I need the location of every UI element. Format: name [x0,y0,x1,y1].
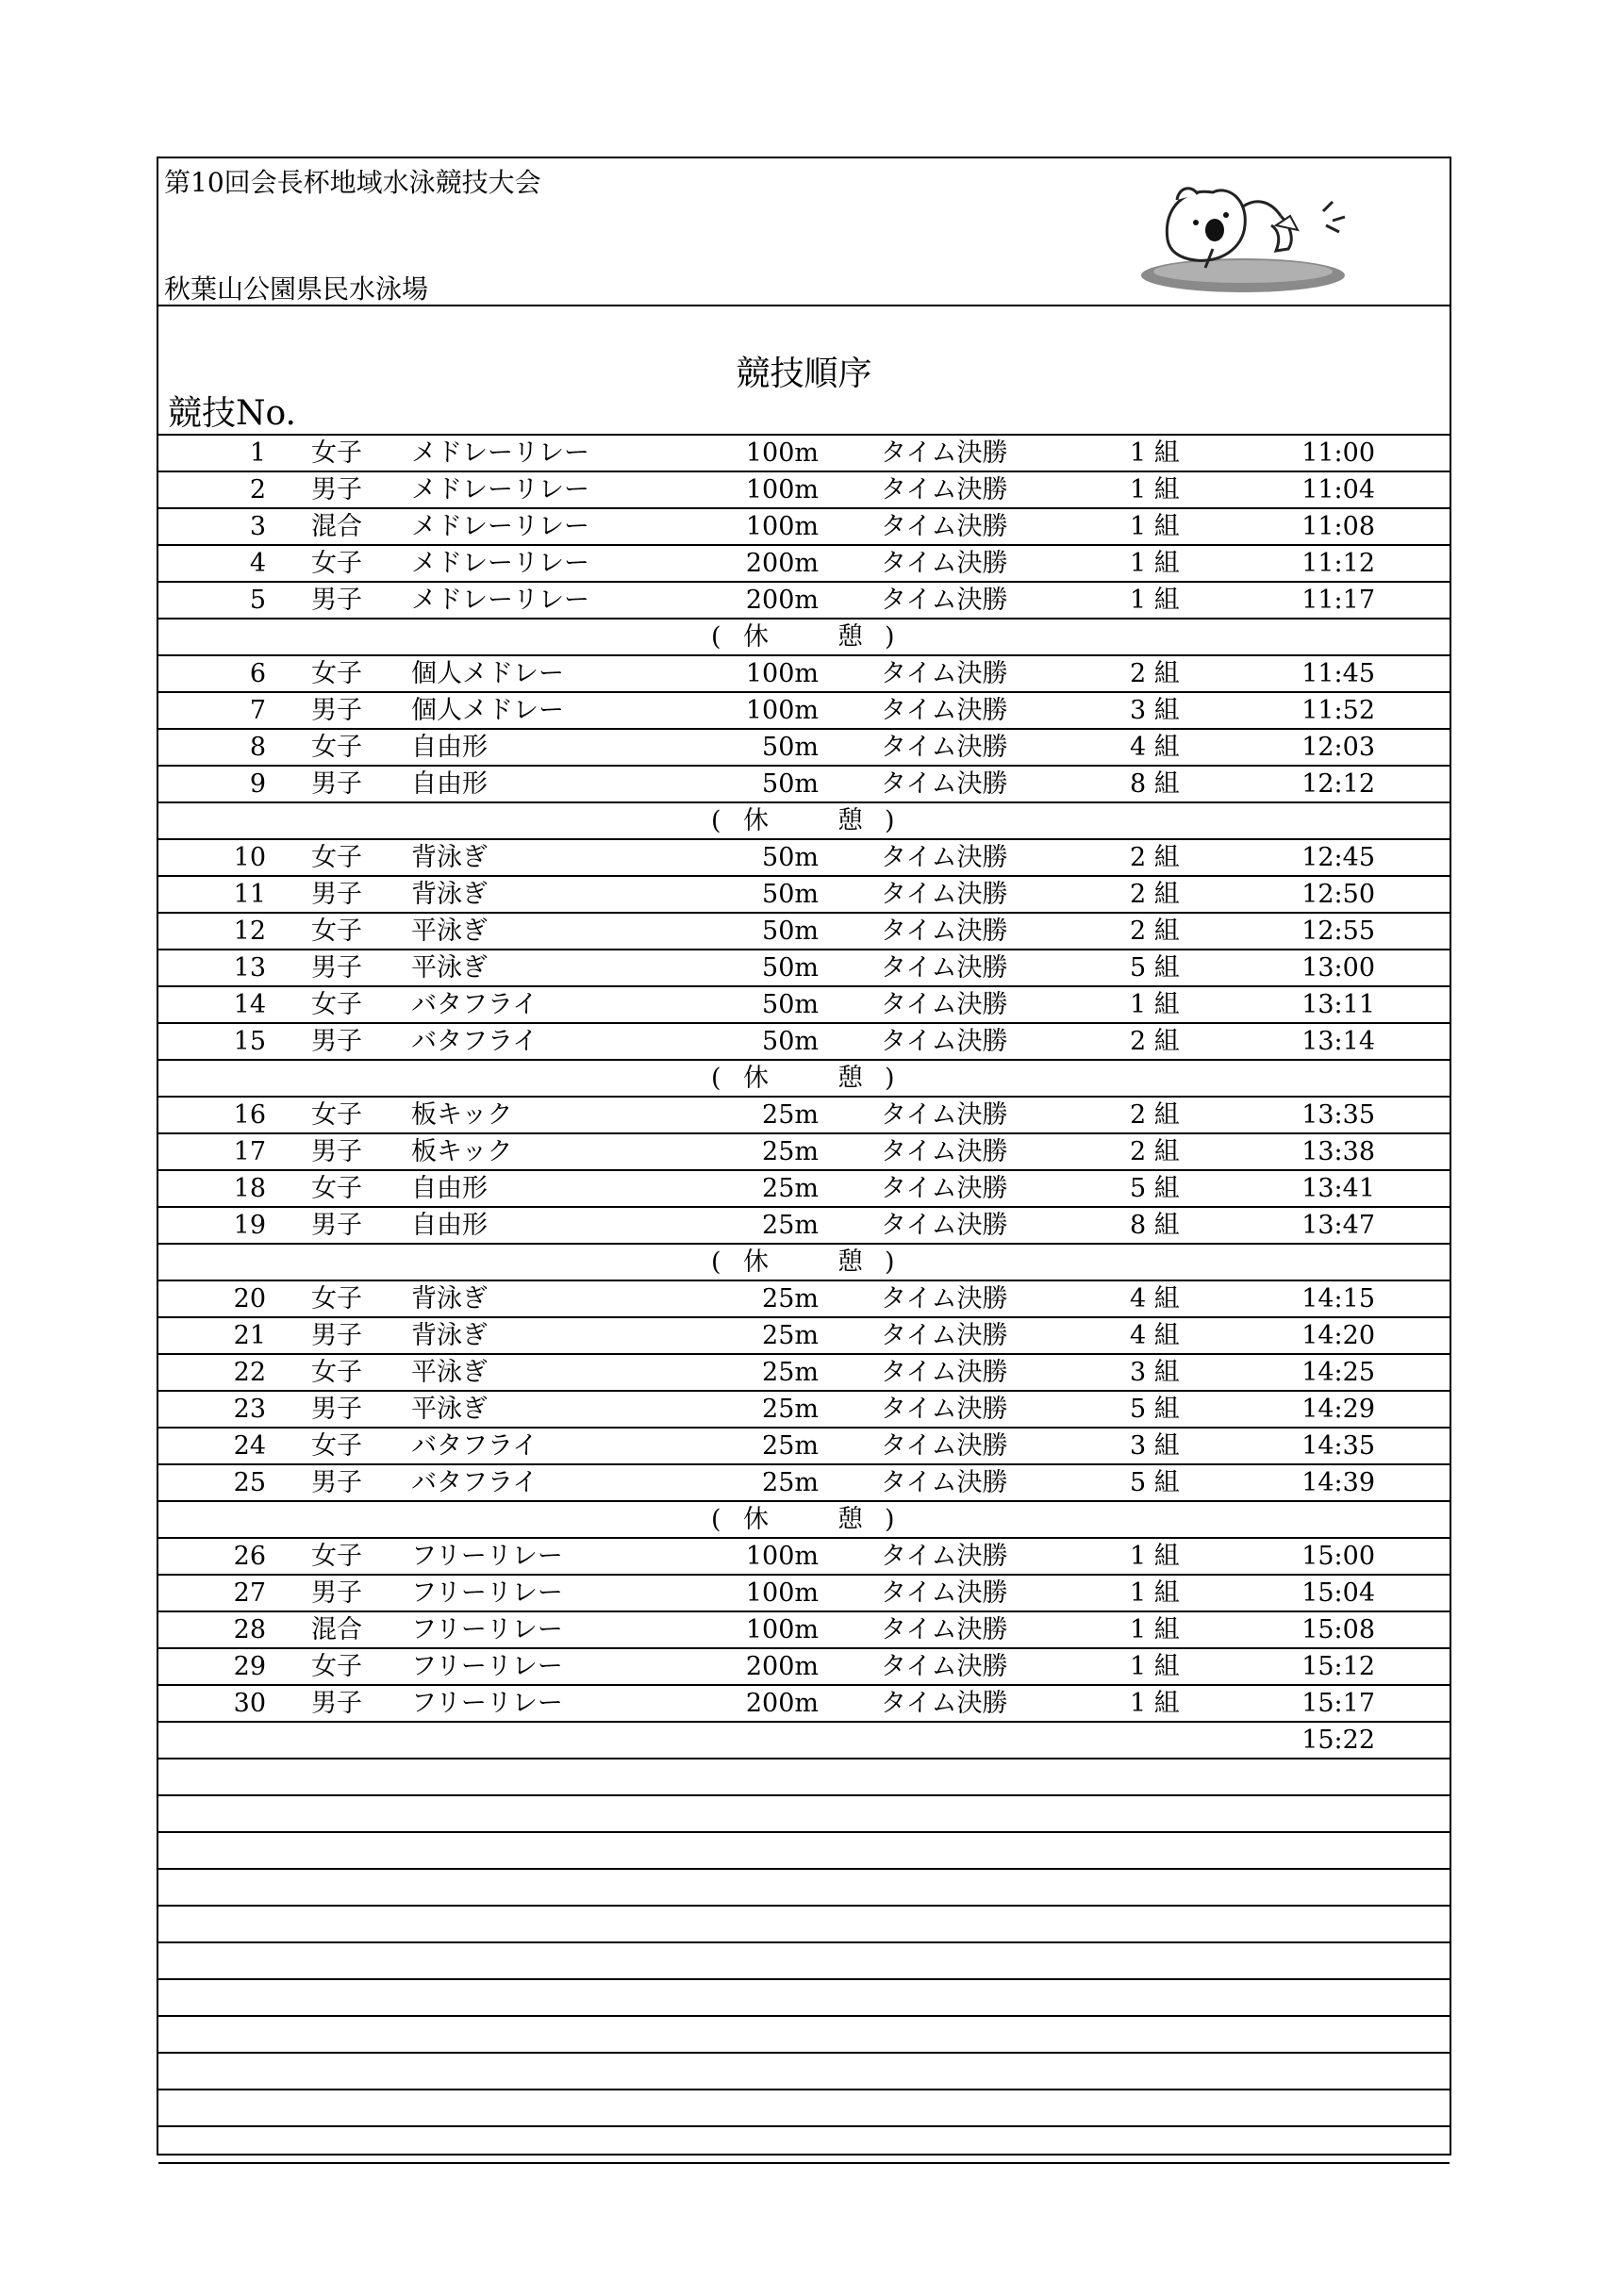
schedule-table [158,434,1450,2164]
event-groups: 2 組 [1130,659,1180,688]
event-number: 6 [249,659,266,688]
end-time-row [158,1723,1450,1759]
event-time: 11:12 [1301,549,1375,578]
event-name: 板キック [411,1100,513,1130]
event-gender: 男子 [311,696,362,725]
event-type: タイム決勝 [881,1174,1008,1203]
table-row [158,1281,1450,1318]
break-row [158,1502,1450,1539]
event-name: 個人メドレー [411,696,564,725]
event-groups: 2 組 [1130,1100,1180,1130]
event-name: メドレーリレー [411,438,589,468]
event-time: 15:17 [1301,1689,1375,1718]
break-label-b: 憩 [837,1247,863,1277]
table-row [158,656,1450,693]
event-time: 15:22 [1301,1726,1375,1755]
event-gender: 男子 [311,1689,362,1718]
event-time: 13:00 [1301,953,1375,983]
swimming-mascot-icon [1139,173,1356,296]
event-gender: 女子 [311,1431,362,1461]
event-gender: 混合 [311,1615,362,1644]
event-number: 27 [233,1578,266,1608]
event-number: 5 [249,586,266,615]
event-gender: 男子 [311,586,362,615]
event-type: タイム決勝 [881,1211,1008,1240]
event-gender: 男子 [311,475,362,504]
event-type: タイム決勝 [881,953,1008,983]
event-number: 9 [249,769,266,799]
event-type: タイム決勝 [881,1284,1008,1313]
event-distance: 100m [745,1615,819,1644]
event-name: 背泳ぎ [411,880,488,909]
empty-row [158,2090,1450,2127]
event-number: 26 [233,1542,266,1571]
event-type: タイム決勝 [881,512,1008,541]
event-gender: 女子 [311,917,362,946]
event-distance: 50m [762,843,819,872]
table-row [158,583,1450,619]
event-distance: 25m [762,1174,819,1203]
event-time: 14:29 [1301,1395,1375,1424]
event-distance: 100m [745,696,819,725]
table-row [158,1098,1450,1134]
event-name: 自由形 [411,769,488,799]
event-name: フリーリレー [411,1542,563,1571]
event-groups: 5 組 [1130,1174,1180,1203]
event-name: メドレーリレー [411,512,589,541]
event-distance: 25m [762,1211,819,1240]
table-row [158,1612,1450,1649]
event-gender: 女子 [311,659,362,688]
event-number: 19 [233,1211,266,1240]
event-time: 11:52 [1301,696,1375,725]
event-time: 15:08 [1301,1615,1375,1644]
event-number: 28 [233,1615,266,1644]
event-type: タイム決勝 [881,1137,1008,1166]
break-row [158,619,1450,656]
event-time: 14:25 [1301,1358,1375,1387]
table-row [158,436,1450,472]
event-number: 21 [233,1321,266,1350]
empty-row [158,2054,1450,2090]
break-label-a: 休 [743,622,769,652]
event-groups: 5 組 [1130,1468,1180,1497]
event-gender: 女子 [311,1174,362,1203]
event-number: 14 [233,990,266,1019]
break-label-a: 休 [743,806,769,835]
event-time: 13:41 [1301,1174,1375,1203]
event-number: 29 [233,1652,266,1681]
event-gender: 混合 [311,512,362,541]
event-number: 30 [233,1689,266,1718]
break-close-paren: ) [885,806,895,835]
event-name: 平泳ぎ [411,1395,488,1424]
table-row [158,950,1450,987]
event-number: 12 [233,917,266,946]
event-groups: 1 組 [1130,512,1180,541]
event-time: 15:12 [1301,1652,1375,1681]
event-time: 14:15 [1301,1284,1375,1313]
break-label-b: 憩 [837,806,863,835]
header-block [158,158,1450,306]
table-row [158,1576,1450,1612]
schedule-sheet [157,157,1451,2156]
table-row [158,987,1450,1024]
event-groups: 5 組 [1130,1395,1180,1424]
event-number: 4 [249,549,266,578]
event-distance: 100m [745,475,819,504]
event-name: 平泳ぎ [411,917,488,946]
event-number: 8 [249,733,266,762]
event-number: 25 [233,1468,266,1497]
event-distance: 25m [762,1358,819,1387]
break-row [158,1245,1450,1281]
event-time: 11:00 [1301,438,1375,468]
event-time: 13:14 [1301,1027,1375,1056]
event-gender: 男子 [311,769,362,799]
event-name: フリーリレー [411,1689,563,1718]
event-groups: 2 組 [1130,917,1180,946]
event-type: タイム決勝 [881,1615,1008,1644]
event-time: 15:04 [1301,1578,1375,1608]
event-name: メドレーリレー [411,586,589,615]
event-number: 24 [233,1431,266,1461]
empty-row [158,1759,1450,1796]
event-distance: 25m [762,1395,819,1424]
break-close-paren: ) [885,622,895,652]
event-gender: 女子 [311,1100,362,1130]
table-row [158,693,1450,730]
event-time: 14:35 [1301,1431,1375,1461]
empty-row [158,1980,1450,2017]
event-type: タイム決勝 [881,880,1008,909]
event-type: タイム決勝 [881,769,1008,799]
event-groups: 3 組 [1130,1358,1180,1387]
event-type: タイム決勝 [881,475,1008,504]
break-open-paren: ( [711,622,721,652]
event-distance: 100m [745,438,819,468]
event-gender: 女子 [311,438,362,468]
event-time: 11:04 [1301,475,1375,504]
event-name: 自由形 [411,1211,488,1240]
event-time: 13:38 [1301,1137,1375,1166]
event-groups: 4 組 [1130,733,1180,762]
event-distance: 25m [762,1431,819,1461]
event-number: 18 [233,1174,266,1203]
event-type: タイム決勝 [881,917,1008,946]
page-title: 競技順序 [736,355,872,393]
event-groups: 1 組 [1130,1542,1180,1571]
break-label-b: 憩 [837,622,863,652]
event-name: 板キック [411,1137,513,1166]
table-row [158,1649,1450,1686]
break-label-a: 休 [743,1247,769,1277]
event-name: 背泳ぎ [411,843,488,872]
event-gender: 男子 [311,1468,362,1497]
event-groups: 4 組 [1130,1321,1180,1350]
event-name: フリーリレー [411,1652,563,1681]
empty-row [158,1943,1450,1980]
event-time: 14:39 [1301,1468,1375,1497]
event-distance: 50m [762,917,819,946]
event-groups: 1 組 [1130,475,1180,504]
table-row [158,509,1450,546]
event-time: 13:47 [1301,1211,1375,1240]
event-type: タイム決勝 [881,1395,1008,1424]
event-groups: 1 組 [1130,549,1180,578]
event-distance: 50m [762,733,819,762]
event-distance: 200m [745,549,819,578]
break-open-paren: ( [711,1064,721,1093]
event-time: 15:00 [1301,1542,1375,1571]
table-row [158,1465,1450,1502]
event-type: タイム決勝 [881,1431,1008,1461]
break-row [158,803,1450,840]
event-number: 3 [249,512,266,541]
event-number: 23 [233,1395,266,1424]
event-number: 2 [249,475,266,504]
event-type: タイム決勝 [881,696,1008,725]
event-number: 20 [233,1284,266,1313]
event-distance: 50m [762,1027,819,1056]
event-gender: 女子 [311,1652,362,1681]
event-number: 10 [233,843,266,872]
event-groups: 1 組 [1130,438,1180,468]
event-distance: 50m [762,769,819,799]
event-time: 12:12 [1301,769,1375,799]
event-type: タイム決勝 [881,1027,1008,1056]
event-distance: 200m [745,1689,819,1718]
event-gender: 女子 [311,843,362,872]
table-row [158,1686,1450,1723]
event-number: 15 [233,1027,266,1056]
event-distance: 100m [745,659,819,688]
event-groups: 4 組 [1130,1284,1180,1313]
event-time: 12:55 [1301,917,1375,946]
break-open-paren: ( [711,806,721,835]
break-label-a: 休 [743,1505,769,1534]
event-groups: 3 組 [1130,1431,1180,1461]
event-gender: 女子 [311,1358,362,1387]
event-type: タイム決勝 [881,1652,1008,1681]
event-distance: 25m [762,1137,819,1166]
event-distance: 25m [762,1284,819,1313]
break-row [158,1061,1450,1098]
event-distance: 50m [762,880,819,909]
event-groups: 3 組 [1130,696,1180,725]
event-gender: 男子 [311,953,362,983]
venue-name: 秋葉山公園県民水泳場 [164,273,429,305]
event-name: バタフライ [411,1027,539,1056]
event-number: 22 [233,1358,266,1387]
table-row [158,1208,1450,1245]
event-type: タイム決勝 [881,1689,1008,1718]
break-open-paren: ( [711,1505,721,1534]
event-gender: 男子 [311,1578,362,1608]
table-row [158,546,1450,583]
empty-row [158,2127,1450,2164]
empty-row [158,2017,1450,2054]
event-type: タイム決勝 [881,1100,1008,1130]
event-groups: 1 組 [1130,1652,1180,1681]
event-number: 11 [233,880,266,909]
event-gender: 男子 [311,1395,362,1424]
event-gender: 男子 [311,880,362,909]
empty-row [158,1833,1450,1870]
event-type: タイム決勝 [881,1578,1008,1608]
event-groups: 1 組 [1130,990,1180,1019]
table-row [158,472,1450,509]
table-row [158,730,1450,767]
event-groups: 1 組 [1130,1689,1180,1718]
event-type: タイム決勝 [881,549,1008,578]
table-row [158,1024,1450,1061]
table-row [158,1355,1450,1392]
event-groups: 2 組 [1130,1027,1180,1056]
break-close-paren: ) [885,1247,895,1277]
event-time: 12:03 [1301,733,1375,762]
event-type: タイム決勝 [881,1468,1008,1497]
break-close-paren: ) [885,1064,895,1093]
event-groups: 1 組 [1130,1578,1180,1608]
event-name: 背泳ぎ [411,1284,488,1313]
event-name: 自由形 [411,733,488,762]
table-row [158,1392,1450,1429]
event-groups: 1 組 [1130,586,1180,615]
event-groups: 5 組 [1130,953,1180,983]
event-name: 背泳ぎ [411,1321,488,1350]
event-name: バタフライ [411,1431,539,1461]
event-distance: 100m [745,1542,819,1571]
event-time: 11:08 [1301,512,1375,541]
event-distance: 100m [745,1578,819,1608]
empty-row [158,1796,1450,1833]
event-distance: 100m [745,512,819,541]
event-time: 13:35 [1301,1100,1375,1130]
column-label: 競技No. [168,394,296,433]
event-gender: 女子 [311,733,362,762]
event-gender: 男子 [311,1027,362,1056]
table-row [158,767,1450,803]
event-type: タイム決勝 [881,438,1008,468]
event-gender: 女子 [311,990,362,1019]
event-gender: 女子 [311,1284,362,1313]
table-row [158,914,1450,950]
break-label-b: 憩 [837,1505,863,1534]
event-time: 12:50 [1301,880,1375,909]
table-row [158,1171,1450,1208]
empty-row [158,1870,1450,1907]
table-row [158,840,1450,877]
event-type: タイム決勝 [881,659,1008,688]
event-type: タイム決勝 [881,1358,1008,1387]
table-row [158,877,1450,914]
event-name: メドレーリレー [411,475,589,504]
table-row [158,1318,1450,1355]
break-close-paren: ) [885,1505,895,1534]
event-name: 平泳ぎ [411,953,488,983]
event-distance: 50m [762,990,819,1019]
break-open-paren: ( [711,1247,721,1277]
event-type: タイム決勝 [881,586,1008,615]
meet-title: 第10回会長杯地域水泳競技大会 [164,167,541,198]
event-distance: 50m [762,953,819,983]
event-type: タイム決勝 [881,733,1008,762]
event-time: 13:11 [1301,990,1375,1019]
event-name: バタフライ [411,990,539,1019]
event-type: タイム決勝 [881,843,1008,872]
break-label-a: 休 [743,1064,769,1093]
event-number: 1 [249,438,266,468]
event-number: 7 [249,696,266,725]
event-groups: 8 組 [1130,1211,1180,1240]
event-name: 自由形 [411,1174,488,1203]
event-name: 平泳ぎ [411,1358,488,1387]
event-name: フリーリレー [411,1578,563,1608]
event-name: メドレーリレー [411,549,589,578]
event-time: 11:17 [1301,586,1375,615]
event-groups: 2 組 [1130,1137,1180,1166]
event-groups: 1 組 [1130,1615,1180,1644]
table-row [158,1134,1450,1171]
event-gender: 男子 [311,1137,362,1166]
event-time: 12:45 [1301,843,1375,872]
event-gender: 女子 [311,549,362,578]
event-gender: 男子 [311,1321,362,1350]
event-name: フリーリレー [411,1615,563,1644]
event-distance: 25m [762,1468,819,1497]
event-distance: 200m [745,586,819,615]
event-groups: 2 組 [1130,843,1180,872]
event-time: 14:20 [1301,1321,1375,1350]
break-label-b: 憩 [837,1064,863,1093]
event-time: 11:45 [1301,659,1375,688]
event-distance: 200m [745,1652,819,1681]
event-number: 17 [233,1137,266,1166]
event-number: 13 [233,953,266,983]
event-type: タイム決勝 [881,1321,1008,1350]
event-distance: 25m [762,1100,819,1130]
event-distance: 25m [762,1321,819,1350]
event-type: タイム決勝 [881,1542,1008,1571]
empty-row [158,1907,1450,1943]
event-type: タイム決勝 [881,990,1008,1019]
event-gender: 男子 [311,1211,362,1240]
event-number: 16 [233,1100,266,1130]
event-groups: 8 組 [1130,769,1180,799]
event-groups: 2 組 [1130,880,1180,909]
event-gender: 女子 [311,1542,362,1571]
event-name: バタフライ [411,1468,539,1497]
event-name: 個人メドレー [411,659,564,688]
table-row [158,1539,1450,1576]
table-row [158,1429,1450,1465]
